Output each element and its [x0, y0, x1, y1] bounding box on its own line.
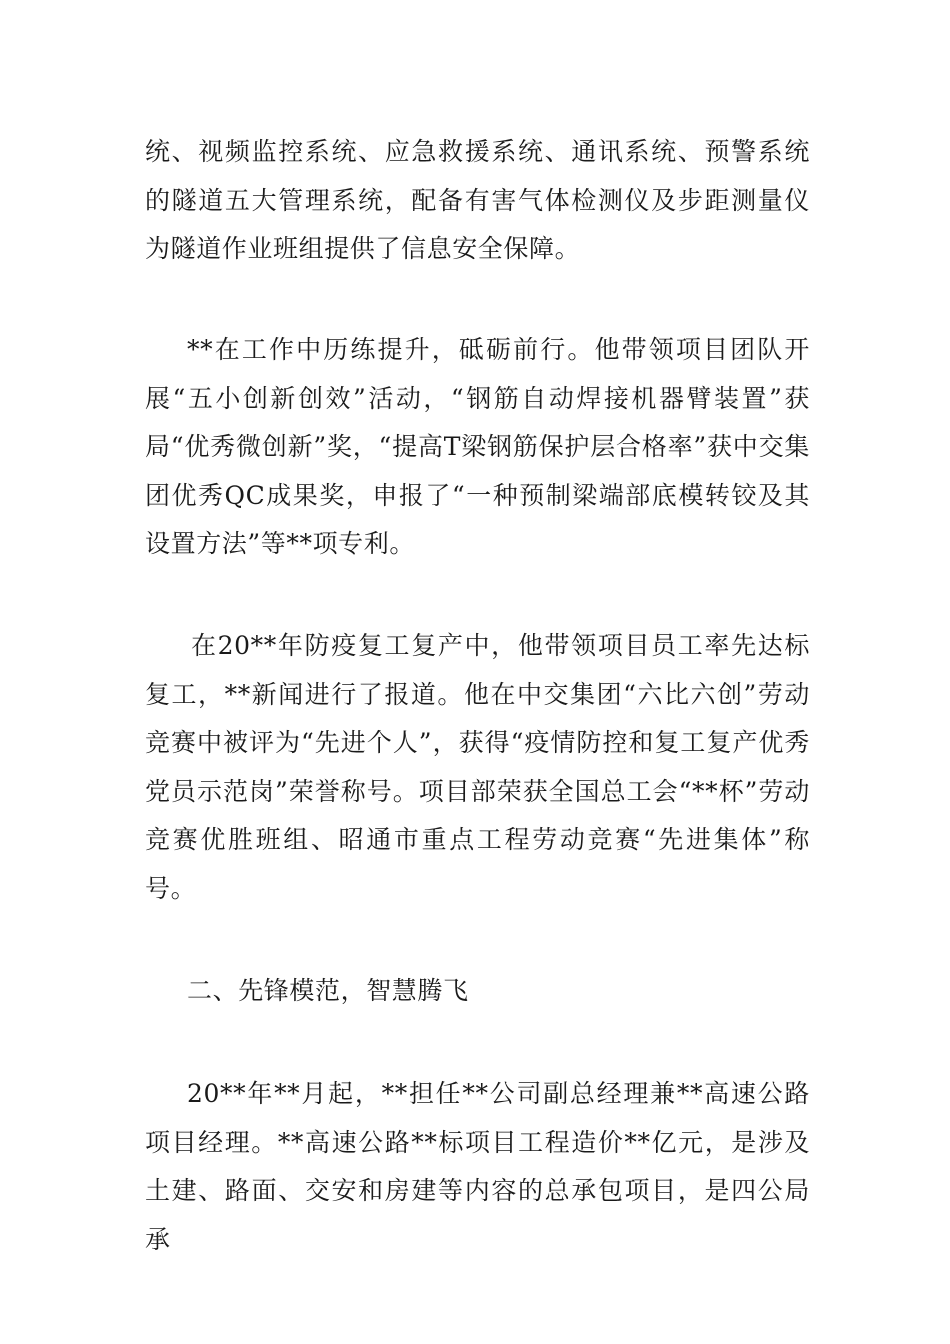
- paragraph-tunnel-systems: 统、视频监控系统、应急救援系统、通讯系统、预警系统的隧道五大管理系统，配备有害气体检测仪及步距测量仪为隧道作业班组提供了信息安全保障。: [145, 137, 810, 263]
- paragraph-epidemic-resumption: 在20**年防疫复工复产中，他带领项目员工率先达标复工，**新闻进行了报道。他在中交集团“六比六创”劳动竞赛中被评为“先进个人”，获得“疫情防控和复工复产优秀党员示范岗”荣誉称号。项目部荣获全国总工会“**杯”劳动竞赛优胜班组、昭通市重点工程劳动竞赛“先进集体”称号。: [145, 631, 810, 903]
- paragraph-innovation: **在工作中历练提升，砥砺前行。他带领项目团队开展“五小创新创效”活动，“钢筋自动焊接机器臂装置”获局“优秀微创新”奖，“提高T梁钢筋保护层合格率”获中交集团优秀QC成果奖，申报了“一种预制梁端部底模转铰及其设置方法”等**项专利。: [145, 335, 810, 558]
- paragraph-project-manager: 20**年**月起，**担任**公司副总经理兼**高速公路项目经理。**高速公路**标项目工程造价**亿元，是涉及土建、路面、交安和房建等内容的总承包项目，是四公局承: [145, 1079, 810, 1254]
- section-heading: 二、先锋模范，智慧腾飞: [187, 976, 469, 1005]
